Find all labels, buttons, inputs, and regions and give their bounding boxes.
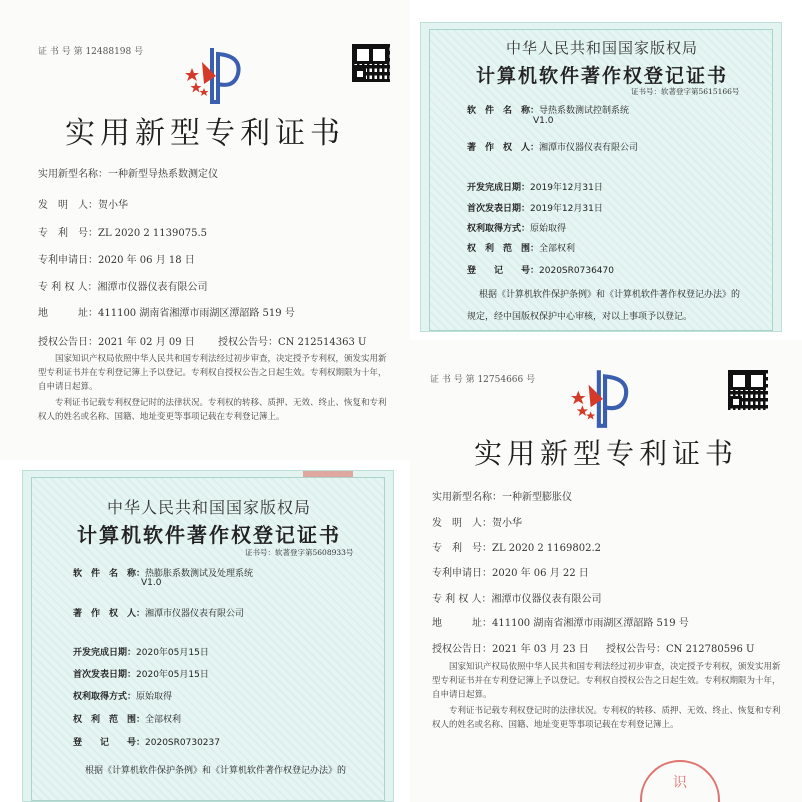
cnipa-logo-icon bbox=[182, 44, 252, 106]
field-copyright-owner: 著 作 权 人：湘潭市仪器仪表有限公司 bbox=[73, 609, 245, 619]
field-rights-scope: 权 利 范 围：全部权利 bbox=[467, 244, 576, 254]
certificate-number: 证 书 号 第 12488198 号 bbox=[38, 47, 144, 57]
certificate-title: 实用新型专利证书 bbox=[65, 116, 345, 151]
field-copyright-owner: 著 作 权 人：湘潭市仪器仪表有限公司 bbox=[467, 143, 639, 153]
certificate-paragraph-1: 国家知识产权局依照中华人民共和国专利法经过初步审查，决定授予专利权，颁发实用新型专利证书并在专利登记簿上予以登记。专利权自授权公告之日起生效。专利权期限为十年，自申请日起算。 bbox=[432, 662, 781, 700]
certificate-number: 证 书 号 第 12754666 号 bbox=[430, 375, 536, 385]
certificate-header: 中华人民共和国国家版权局 bbox=[505, 39, 698, 57]
field-application-date: 专利申请日：2020 年 06 月 18 日 bbox=[38, 255, 195, 266]
field-inventor: 发 明 人：贺小华 bbox=[432, 518, 522, 529]
certificate-footer-line-1: 根据《计算机软件保护条例》和《计算机软件著作权登记办法》的 bbox=[479, 290, 741, 300]
field-software-name: 软 件 名 称：热膨胀系数测试及处理系统 bbox=[73, 569, 254, 579]
certificate-title: 实用新型专利证书 bbox=[473, 437, 738, 470]
qr-code-icon bbox=[728, 370, 768, 410]
field-development-date: 开发完成日期：2019年12月31日 bbox=[467, 183, 603, 193]
field-grant-date: 授权公告日：2021 年 02 月 09 日 bbox=[38, 337, 195, 348]
field-application-date: 专利申请日：2020 年 06 月 22 日 bbox=[432, 568, 589, 579]
field-software-name: 软 件 名 称：导热系数测试控制系统 bbox=[467, 106, 630, 116]
registration-number: 证书号：软著登字第5608933号 bbox=[245, 548, 354, 557]
field-registration-number: 登 记 号：2020SR0730237 bbox=[73, 738, 220, 748]
certificate-footer-line-1: 根据《计算机软件保护条例》和《计算机软件著作权登记办法》的 bbox=[85, 766, 347, 776]
patent-certificate-2 bbox=[410, 340, 802, 802]
field-utility-model-name: 实用新型名称：一种新型导热系数测定仪 bbox=[38, 169, 218, 180]
software-certificate-2 bbox=[22, 470, 394, 802]
certificate-paragraph-2: 专利证书记载专利权登记时的法律状况。专利权的转移、质押、无效、终止、恢复和专利权人的姓名或名称、国籍、地址变更等事项记载在专利登记簿上。 bbox=[38, 398, 387, 422]
field-patent-number: 专 利 号：ZL 2020 2 1169802.2 bbox=[432, 543, 602, 554]
field-acquisition-method: 权利取得方式：原始取得 bbox=[467, 224, 567, 234]
field-development-date: 开发完成日期：2020年05月15日 bbox=[73, 648, 209, 658]
field-address: 地 址：411100 湖南省湘潭市雨湖区潭韶路 519 号 bbox=[38, 308, 295, 319]
certificate-footer-line-2: 规定，经中国版权保护中心审核，对以上事项予以登记。 bbox=[467, 312, 693, 322]
field-utility-model-name: 实用新型名称：一种新型膨胀仪 bbox=[432, 492, 572, 503]
registration-number: 证书号：软著登字第5615166号 bbox=[631, 87, 740, 96]
software-certificate-1 bbox=[420, 22, 782, 332]
field-grant-number: 授权公告号：CN 212514363 U bbox=[218, 337, 367, 348]
field-software-version: V1.0 bbox=[141, 578, 162, 588]
field-registration-number: 登 记 号：2020SR0736470 bbox=[467, 266, 614, 276]
field-rights-scope: 权 利 范 围：全部权利 bbox=[73, 715, 182, 725]
field-patentee: 专 利 权 人：湘潭市仪器仪表有限公司 bbox=[432, 594, 602, 605]
seal-fragment bbox=[303, 471, 353, 477]
field-grant-date: 授权公告日：2021 年 03 月 23 日 bbox=[432, 644, 589, 655]
certificate-header: 中华人民共和国国家版权局 bbox=[106, 498, 311, 517]
certificate-paragraph-2: 专利证书记载专利权登记时的法律状况。专利权的转移、质押、无效、终止、恢复和专利权人的姓名或名称、国籍、地址变更等事项记载在专利登记簿上。 bbox=[432, 706, 781, 730]
patent-certificate-1 bbox=[0, 0, 410, 460]
field-address: 地 址：411100 湖南省湘潭市雨湖区潭韶路 519 号 bbox=[432, 618, 689, 629]
field-patentee: 专 利 权 人：湘潭市仪器仪表有限公司 bbox=[38, 282, 208, 293]
certificate-title: 计算机软件著作权登记证书 bbox=[77, 523, 341, 547]
field-first-publish-date: 首次发表日期：2019年12月31日 bbox=[467, 204, 603, 214]
red-seal bbox=[640, 760, 720, 802]
field-software-version: V1.0 bbox=[533, 116, 554, 126]
qr-code-icon bbox=[352, 44, 390, 82]
field-acquisition-method: 权利取得方式：原始取得 bbox=[73, 692, 173, 702]
cnipa-logo-icon bbox=[568, 366, 640, 430]
certificate-title: 计算机软件著作权登记证书 bbox=[475, 65, 728, 87]
field-first-publish-date: 首次发表日期：2020年05月15日 bbox=[73, 670, 209, 680]
field-inventor: 发 明 人：贺小华 bbox=[38, 200, 128, 211]
field-grant-number: 授权公告号：CN 212780596 U bbox=[606, 644, 755, 655]
seal-text: 识 bbox=[673, 775, 687, 791]
certificate-paragraph-1: 国家知识产权局依照中华人民共和国专利法经过初步审查，决定授予专利权，颁发实用新型专利证书并在专利登记簿上予以登记。专利权自授权公告之日起生效。专利权期限为十年，自申请日起算。 bbox=[38, 354, 387, 392]
field-patent-number: 专 利 号：ZL 2020 2 1139075.5 bbox=[38, 228, 208, 239]
